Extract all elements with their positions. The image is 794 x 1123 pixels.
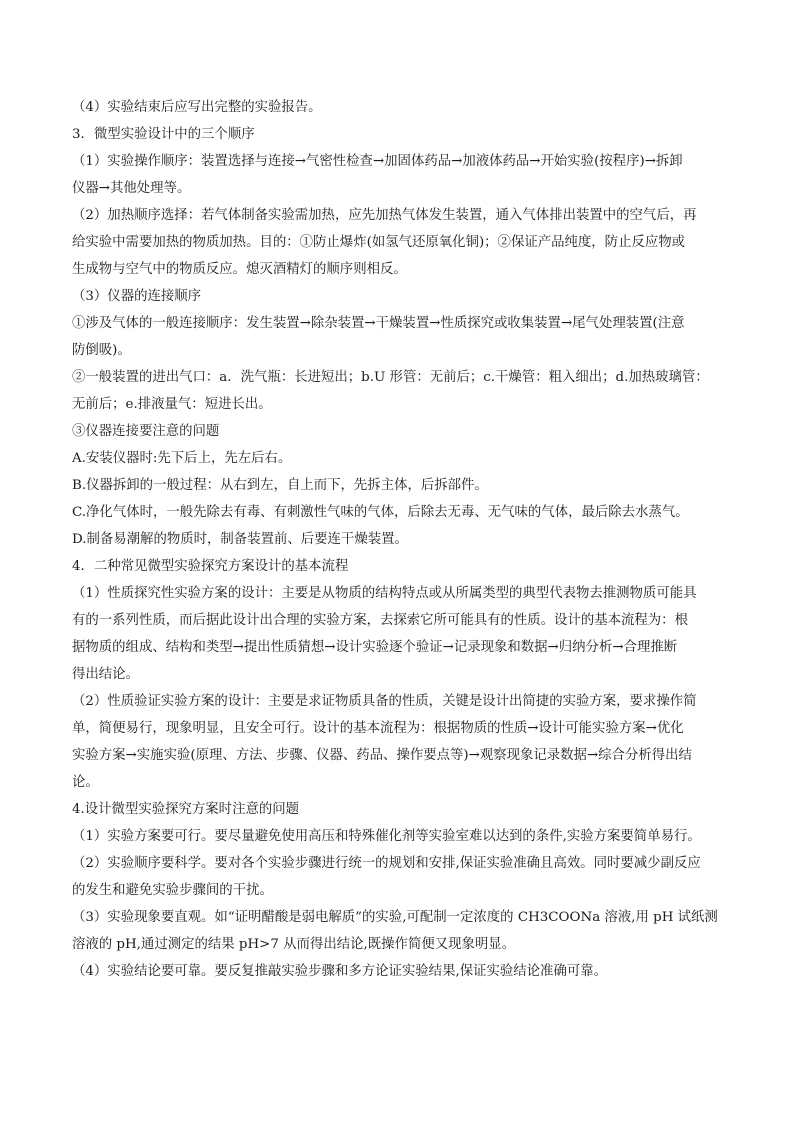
text-line: 给实验中需要加热的物质加热。目的：①防止爆炸(如氢气还原氧化铜)；②保证产品纯度，防止反应物或: [72, 235, 686, 250]
text-line: 防倒吸)。: [72, 343, 131, 358]
text-line: 有的一系列性质，而后据此设计出合理的实验方案，去探索它所可能具有的性质。设计的基本流程为：根: [72, 613, 688, 628]
text-line: 生成物与空气中的物质反应。熄灭酒精灯的顺序则相反。: [72, 262, 407, 277]
text-line: ②一般装置的进出气口：a．洗气瓶：长进短出；b.U 形管：无前后；c.干燥管：粗入细出；d.加热玻璃管：: [72, 370, 709, 385]
text-line: D.制备易潮解的物质时，制备装置前、后要连干燥装置。: [72, 532, 408, 547]
text-line: ③仪器连接要注意的问题: [72, 424, 220, 439]
paragraph: [72, 688, 724, 796]
paragraph: [72, 472, 724, 499]
text-line: A.安装仪器时:先下后上，先左后右。: [72, 451, 292, 466]
text-line: 单，简便易行，现象明显，且安全可行。设计的基本流程为：根据物质的性质→设计可能实验方案→优化: [72, 721, 684, 736]
text-line: 论。: [72, 775, 99, 790]
text-line: C.净化气体时，一般先除去有毒、有刺激性气味的气体，后除去无毒、无气味的气体，最后除去水蒸气。: [72, 505, 689, 520]
text-line: （2）加热顺序选择：若气体制备实验需加热，应先加热气体发生装置，通入气体排出装置中的空气后，再: [72, 208, 697, 223]
text-line: （1）性质探究性实验方案的设计：主要是从物质的结构特点或从所属类型的典型代表物去推测物质可能具: [72, 586, 697, 601]
paragraph: [72, 499, 724, 526]
text-line: 4.设计微型实验探究方案时注意的问题: [72, 802, 300, 817]
paragraph: [72, 850, 724, 904]
paragraph: [72, 823, 724, 850]
paragraph: [72, 121, 724, 148]
text-line: B.仪器拆卸的一般过程：从右到左，自上而下，先拆主体，后拆部件。: [72, 478, 488, 493]
paragraph: [72, 94, 724, 121]
text-line: （2）性质验证实验方案的设计：主要是求证物质具备的性质，关键是设计出简捷的实验方案，要求操作简: [72, 694, 697, 709]
paragraph: [72, 418, 724, 445]
text-line: 无前后；e.排液量气：短进长出。: [72, 397, 272, 412]
paragraph: [72, 553, 724, 580]
paragraph: [72, 364, 724, 418]
paragraph: [72, 526, 724, 553]
paragraph: [72, 148, 724, 202]
text-line: （1）实验操作顺序：装置选择与连接→气密性检查→加固体药品→加液体药品→开始实验(按程序)→拆卸: [72, 154, 683, 169]
text-line: 仪器→其他处理等。: [72, 181, 191, 196]
text-line: （2）实验顺序要科学。要对各个实验步骤进行统一的规划和安排,保证实验准确且高效。同时要减少副反应: [72, 856, 701, 871]
paragraph: [72, 310, 724, 364]
paragraph: [72, 958, 724, 985]
text-line: （4）实验结束后应写出完整的实验报告。: [72, 100, 322, 115]
text-line: （4）实验结论要可靠。要反复推敲实验步骤和多方论证实验结果,保证实验结论准确可靠。: [72, 964, 608, 979]
text-line: （1）实验方案要可行。要尽量避免使用高压和特殊催化剂等实验室难以达到的条件,实验方案要简单易行。: [72, 829, 701, 844]
text-line: （3）仪器的连接顺序: [72, 289, 202, 304]
paragraph: [72, 445, 724, 472]
text-line: 溶液的 pH,通过测定的结果 pH>7 从而得出结论,既操作简便又现象明显。: [72, 937, 516, 952]
text-line: 3．微型实验设计中的三个顺序: [72, 127, 255, 142]
text-line: 实验方案→实施实验(原理、方法、步骤、仪器、药品、操作要点等)→观察现象记录数据→综合分析得出结: [72, 748, 692, 763]
paragraph: [72, 796, 724, 823]
text-line: 据物质的组成、结构和类型→提出性质猜想→设计实验逐个验证→记录现象和数据→归纳分析→合理推断: [72, 640, 678, 655]
paragraph: [72, 904, 724, 958]
text-line: （3）实验现象要直观。如“证明醋酸是弱电解质”的实验,可配制一定浓度的 CH3COONa 溶液,用 pH 试纸测: [72, 910, 718, 925]
text-line: 的发生和避免实验步骤间的干扰。: [72, 883, 273, 898]
document-body: [72, 94, 724, 985]
text-line: 得出结论。: [72, 667, 139, 682]
paragraph: [72, 283, 724, 310]
paragraph: [72, 202, 724, 283]
text-line: ①涉及气体的一般连接顺序：发生装置→除杂装置→干燥装置→性质探究或收集装置→尾气处理装置(注意: [72, 316, 685, 331]
text-line: 4．二种常见微型实验探究方案设计的基本流程: [72, 559, 349, 574]
paragraph: [72, 580, 724, 688]
